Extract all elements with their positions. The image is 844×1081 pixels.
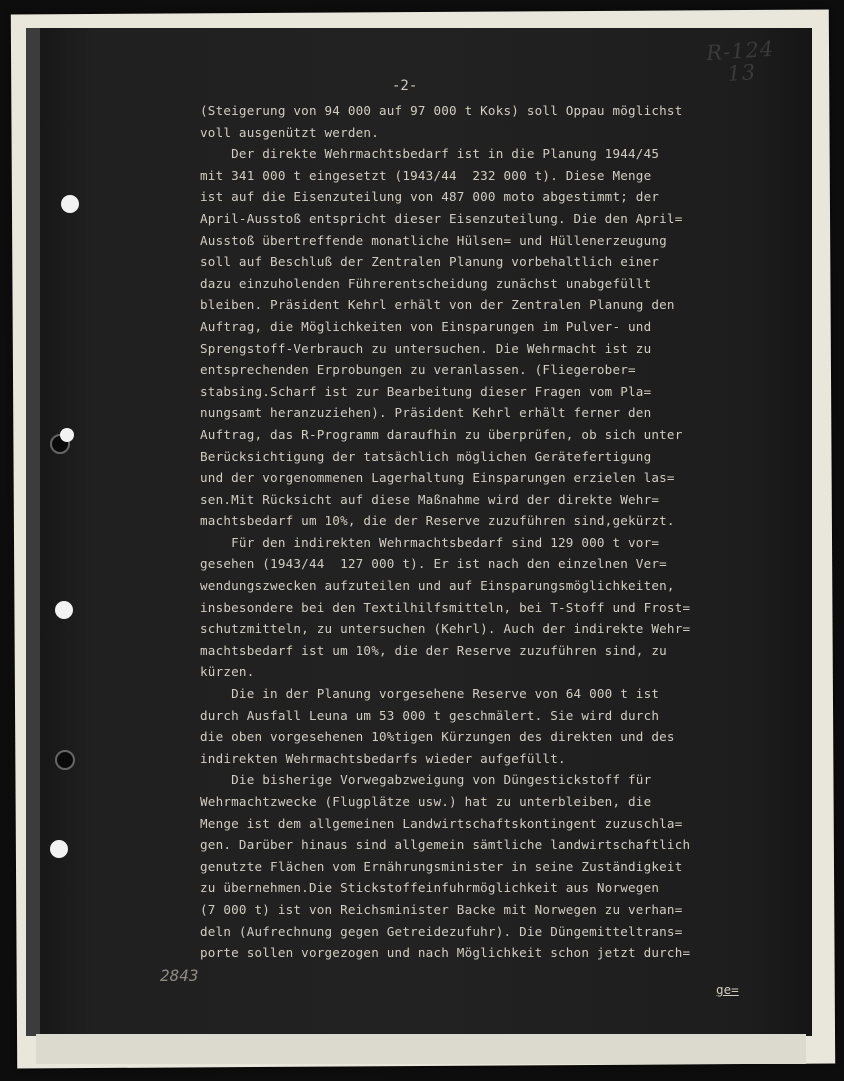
text-line: soll auf Beschluß der Zentralen Planung vorbehaltlich einer — [200, 254, 660, 270]
punch-hole — [50, 840, 68, 858]
bottom-border — [36, 1034, 806, 1064]
punch-hole — [60, 428, 74, 442]
document-body — [200, 100, 780, 964]
archive-annotation — [705, 38, 778, 87]
text-line: nungsamt heranzuziehen). Präsident Kehrl erhält ferner den — [200, 405, 652, 421]
text-line: entsprechenden Erprobungen zu veranlassen. (Fliegerober= — [200, 362, 636, 378]
text-line: mit 341 000 t eingesetzt (1943/44 232 000 t). Diese Menge — [200, 167, 652, 183]
text-line: schutzmitteln, zu untersuchen (Kehrl). Auch der indirekte Wehr= — [200, 621, 691, 637]
text-line: ist auf die Eisenzuteilung von 487 000 moto abgestimmt; der — [200, 189, 660, 205]
annotation-line: R-124 — [705, 36, 775, 66]
text-line: bleiben. Präsident Kehrl erhält von der Zentralen Planung den — [200, 297, 675, 313]
text-line: kürzen. — [200, 664, 255, 680]
text-line: Die bisherige Vorwegabzweigung von Düngestickstoff für — [200, 772, 652, 788]
punch-hole — [55, 601, 73, 619]
text-line: Der direkte Wehrmachtsbedarf ist in die Planung 1944/45 — [200, 146, 660, 162]
text-line: dazu einzuholenden Führerentscheidung zunächst unabgefüllt — [200, 275, 652, 291]
text-line: porte sollen vorgezogen und nach Möglichkeit schon jetzt durch= — [200, 945, 691, 961]
text-line: Wehrmachtzwecke (Flugplätze usw.) hat zu unterbleiben, die — [200, 794, 652, 809]
text-line: zu übernehmen.Die Stickstoffeinfuhrmöglichkeit aus Norwegen — [200, 880, 660, 896]
document-number: 2843 — [160, 966, 199, 985]
text-line: und der vorgenommenen Lagerhaltung Einsparungen erzielen las= — [200, 470, 675, 486]
text-line: machtsbedarf um 10%, die der Reserve zuzuführen sind,gekürzt. — [200, 513, 675, 529]
text-line: (Steigerung von 94 000 auf 97 000 t Koks) soll Oppau möglichst — [200, 103, 683, 118]
text-line: Ausstoß übertreffende monatliche Hülsen= und Hüllenerzeugung — [200, 232, 667, 248]
text-line: stabsing.Scharf ist zur Bearbeitung dieser Fragen vom Pla= — [200, 383, 652, 399]
page-number: -2- — [392, 78, 418, 94]
text-line: gen. Darüber hinaus sind allgemein sämtliche landwirtschaftlich — [200, 837, 691, 853]
text-line: durch Ausfall Leuna um 53 000 t geschmälert. Sie wird durch — [200, 707, 660, 723]
text-line: Für den indirekten Wehrmachtsbedarf sind 129 000 t vor= — [200, 534, 660, 550]
annotation-line: 13 — [726, 60, 757, 86]
text-line: insbesondere bei den Textilhilfsmitteln, bei T-Stoff und Frost= — [200, 599, 691, 615]
text-line: Auftrag, das R-Programm daraufhin zu überprüfen, ob sich unter — [200, 426, 683, 442]
text-line: machtsbedarf ist um 10%, die der Reserve zuzuführen sind, zu — [200, 642, 667, 658]
text-line: sen.Mit Rücksicht auf diese Maßnahme wird der direkte Wehr= — [200, 491, 660, 507]
text-line: Menge ist dem allgemeinen Landwirtschaftskontingent zuzuschla= — [200, 815, 683, 831]
margin-strip — [26, 28, 40, 1036]
punch-hole — [61, 195, 79, 213]
text-line: Berücksichtigung der tatsächlich möglichen Gerätefertigung — [200, 448, 652, 464]
punch-hole — [55, 750, 75, 770]
text-line: deln (Aufrechnung gegen Getreidezufuhr). Die Düngemitteltrans= — [200, 923, 683, 939]
text-line: die oben vorgesehenen 10%tigen Kürzungen des direkten und des — [200, 729, 675, 745]
catchword: ge= — [716, 982, 739, 997]
text-line: gesehen (1943/44 127 000 t). Er ist nach den einzelnen Ver= — [200, 556, 667, 572]
text-line: Auftrag, die Möglichkeiten von Einsparungen im Pulver- und — [200, 318, 652, 334]
text-line: Sprengstoff-Verbrauch zu untersuchen. Die Wehrmacht ist zu — [200, 340, 652, 356]
text-line: wendungszwecken aufzuteilen und auf Einsparungsmöglichkeiten, — [200, 578, 675, 594]
text-line: (7 000 t) ist von Reichsminister Backe mit Norwegen zu verhan= — [200, 901, 683, 917]
text-line: genutzte Flächen vom Ernährungsminister in seine Zuständigkeit — [200, 858, 683, 874]
text-line: Die in der Planung vorgesehene Reserve von 64 000 t ist — [200, 686, 660, 702]
text-line: voll ausgenützt werden. — [200, 124, 379, 140]
text-line: indirekten Wehrmachtsbedarfs wieder aufgefüllt. — [200, 750, 566, 766]
text-line: April-Ausstoß entspricht dieser Eisenzuteilung. Die den April= — [200, 210, 683, 226]
